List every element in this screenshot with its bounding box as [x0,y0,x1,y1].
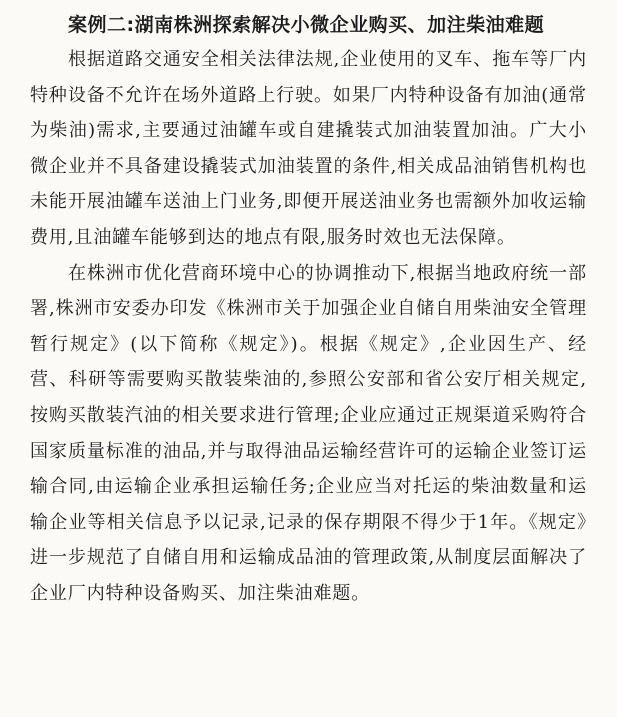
case-title: 案例二:湖南株洲探索解决小微企业购买、加注柴油难题 [68,14,545,36]
paragraph-2: 在株洲市优化营商环境中心的协调推动下,根据当地政府统一部署,株洲市安委办印发《株洲市关于加强企业自储自用柴油安全管理暂行规定》(以下简称《规定》)。根据《规定》,企业因生产、经营、科研等需要购买散装柴油的,参照公安部和省公安厅相关规定,按购买散装汽油的相关要求进行管理;企业应通过正规渠道采购符合国家质量标准的油品,并与取得油品运输经营许可的运输企业签订运输合同,由运输企业承担运输任务;企业应当对托运的柴油数量和运输企业等相关信息予以记录,记录的保存期限不得少于1年。《规定》进一步规范了自储自用和运输成品油的管理政策,从制度层面解决了企业厂内特种设备购买、加注柴油难题。 [30,262,587,604]
paragraph-1: 根据道路交通安全相关法律法规,企业使用的叉车、拖车等厂内特种设备不允许在场外道路上行驶。如果厂内特种设备有加油(通常为柴油)需求,主要通过油罐车或自建撬装式加油装置加油。广大小微企业并不具备建设撬装式加油装置的条件,相关成品油销售机构也未能开展油罐车送油上门业务,即便开展送油业务也需额外加收运输费用,且油罐车能够到达的地点有限,服务时效也无法保障。 [30,49,587,248]
